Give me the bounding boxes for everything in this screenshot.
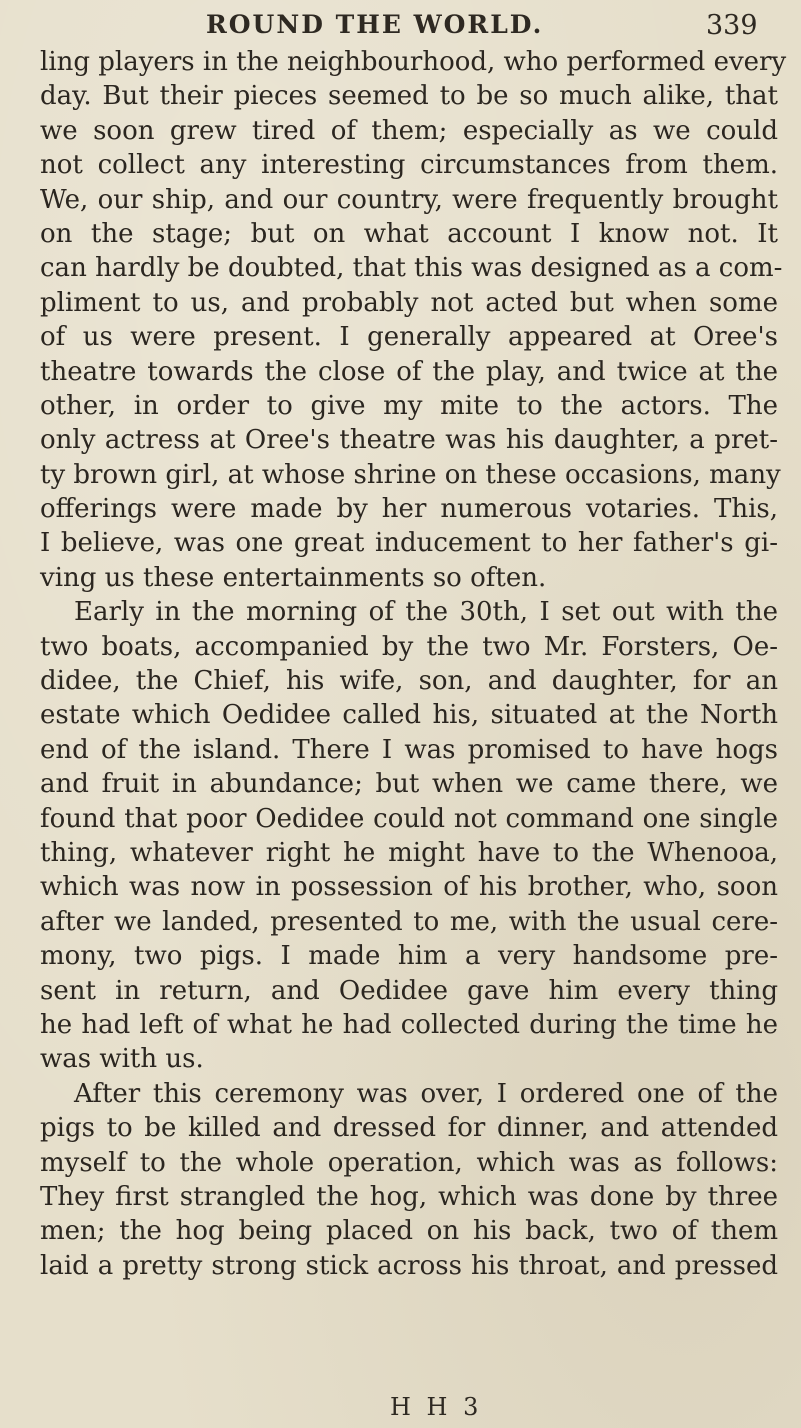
text-line: he had left of what he had collected during the time he: [40, 1009, 778, 1040]
text-line: after we landed, presented to me, with the usual cere-: [40, 906, 778, 937]
text-line: found that poor Oedidee could not command one single: [40, 803, 778, 834]
text-line: didee, the Chief, his wife, son, and daughter, for an: [40, 666, 778, 697]
text-line: We, our ship, and our country, were frequently brought: [40, 184, 778, 215]
running-head: ROUND THE WORLD.: [206, 10, 544, 39]
paragraph-start-line: After this ceremony was over, I ordered one of the: [74, 1078, 778, 1109]
text-line: which was now in possession of his brother, who, soon: [40, 872, 778, 903]
text-line: thing, whatever right he might have to the Whenooa,: [40, 837, 778, 868]
text-line: ling players in the neighbourhood, who performed every: [40, 47, 787, 77]
text-line: myself to the whole operation, which was as follows:: [40, 1147, 778, 1178]
text-line: men; the hog being placed on his back, two of them: [40, 1216, 778, 1247]
text-line: estate which Oedidee called his, situated at the North: [40, 700, 778, 731]
paragraph-start-line: Early in the morning of the 30th, I set out with the: [74, 597, 778, 628]
text-line: only actress at Oree's theatre was his daughter, a pret-: [40, 425, 778, 456]
text-line: They first strangled the hog, which was done by three: [40, 1181, 778, 1212]
text-line: we soon grew tired of them; especially as we could: [40, 115, 778, 146]
text-line: ty brown girl, at whose shrine on these occasions, many: [40, 459, 781, 490]
text-line: two boats, accompanied by the two Mr. Forsters, Oe-: [40, 631, 778, 662]
text-line: on the stage; but on what account I know not. It: [40, 218, 778, 249]
text-line: mony, two pigs. I made him a very handsome pre-: [40, 941, 778, 972]
text-line: pigs to be killed and dressed for dinner, and attended: [40, 1113, 778, 1144]
text-line: laid a pretty strong stick across his throat, and pressed: [40, 1250, 778, 1281]
text-line: theatre towards the close of the play, and twice at the: [40, 356, 778, 387]
text-line: ving us these entertainments so often.: [40, 562, 547, 593]
text-line: can hardly be doubted, that this was designed as a com-: [40, 253, 783, 284]
text-line: was with us.: [40, 1044, 204, 1075]
text-line: sent in return, and Oedidee gave him every thing: [40, 975, 778, 1006]
text-line: pliment to us, and probably not acted but when some: [40, 287, 778, 318]
text-line: not collect any interesting circumstances from them.: [40, 150, 778, 181]
text-line: other, in order to give my mite to the actors. The: [40, 390, 778, 421]
text-line: and fruit in abundance; but when we came there, we: [40, 769, 778, 800]
signature-mark: H H 3: [390, 1393, 483, 1421]
text-line: I believe, was one great inducement to her father's gi-: [40, 528, 778, 559]
body-text: [40, 45, 787, 1283]
text-line: of us were present. I generally appeared at Oree's: [40, 322, 778, 353]
text-line: offerings were made by her numerous votaries. This,: [40, 494, 778, 525]
text-line: end of the island. There I was promised to have hogs: [40, 734, 778, 765]
page-header: [0, 6, 801, 46]
page-number: 339: [706, 10, 758, 41]
text-line: day. But their pieces seemed to be so much alike, that: [40, 81, 778, 112]
